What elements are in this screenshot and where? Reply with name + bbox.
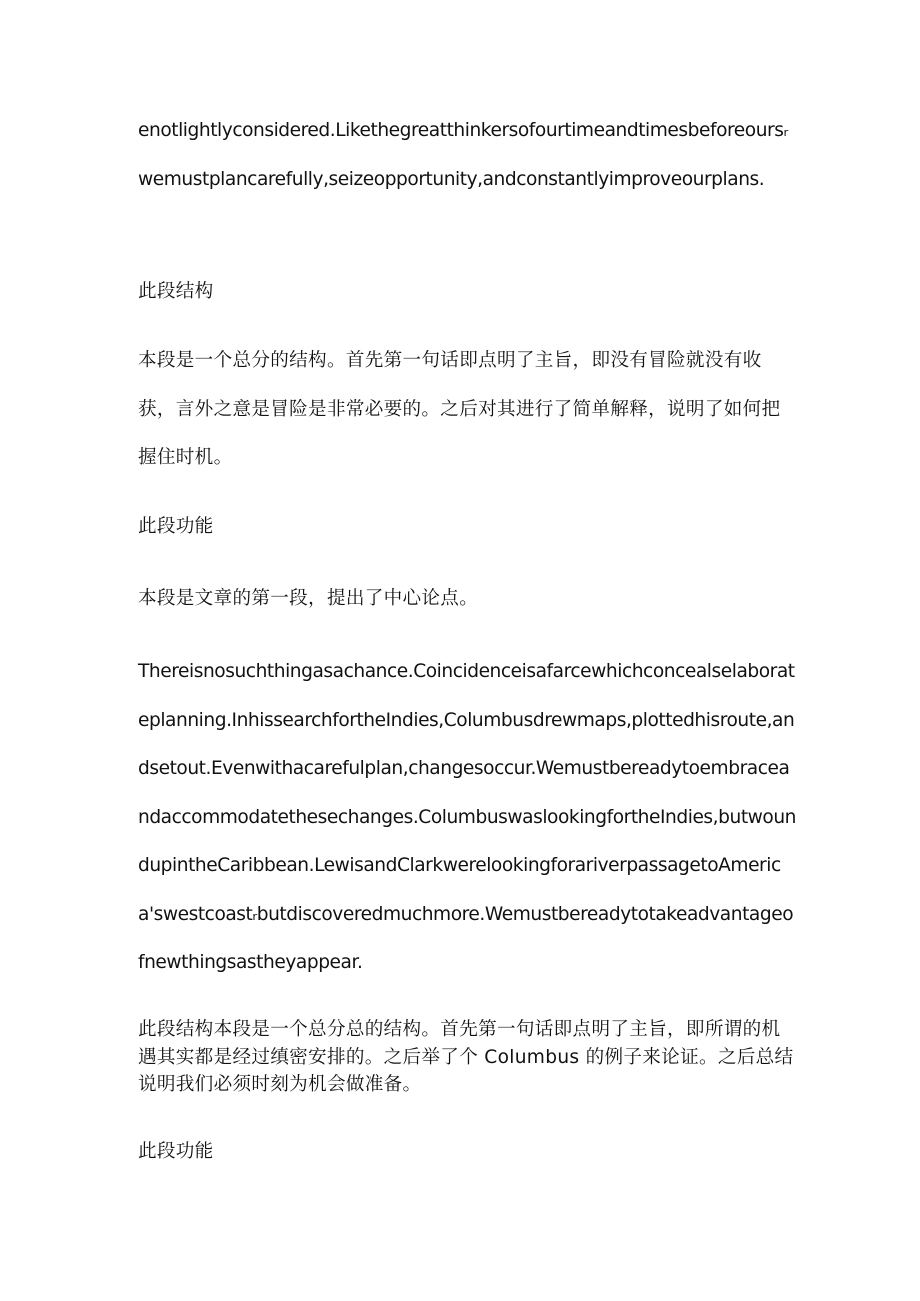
structure-heading-1: 此段结构 bbox=[138, 281, 214, 302]
structure-text-1: 本段是一个总分的结构。首先第一句话即点明了主旨，即没有冒险就没有收获，言外之意是冒险是非常必要的。之后对其进行了简单解释，说明了如何把握住时机。 bbox=[138, 350, 781, 468]
passage-2: Thereisnosuchthingasachance.Coincidenceisafarcewhichconcealselaborateplanning.InhissearchfortheIndies,Columbusdrewmaps,plottedhisroute,andsetout.Evenwithacarefulplan,changesoccur.Wemustbereadytoembraceandaccommodatethesechanges.ColumbuswaslookingfortheIndies,butwoundupintheCaribbean.LewisandClarkwerelookingforariverpassagetoAmerica'swestcoastᵣbutdiscoveredmuchmore.Wemustbereadytotakeadvantageofnewthingsastheyappear. bbox=[138, 661, 797, 973]
function-text-1: 本段是文章的第一段，提出了中心论点。 bbox=[138, 588, 479, 609]
structure-text-2: 此段结构本段是一个总分总的结构。首先第一句话即点明了主旨，即所谓的机遇其实都是经过缜密安排的。之后举了个 Columbus 的例子来论证。之后总结说明我们必须时刻为机会做准备。 bbox=[138, 1019, 794, 1095]
function-heading-2: 此段功能 bbox=[138, 1141, 214, 1162]
passage-1-continuation: enotlightlyconsidered.Likethegreatthinkersofourtimeandtimesbeforeoursᵣwemustplancarefully,seizeopportunity,andconstantlyimproveourplans. bbox=[138, 120, 788, 190]
function-heading-1: 此段功能 bbox=[138, 516, 214, 537]
